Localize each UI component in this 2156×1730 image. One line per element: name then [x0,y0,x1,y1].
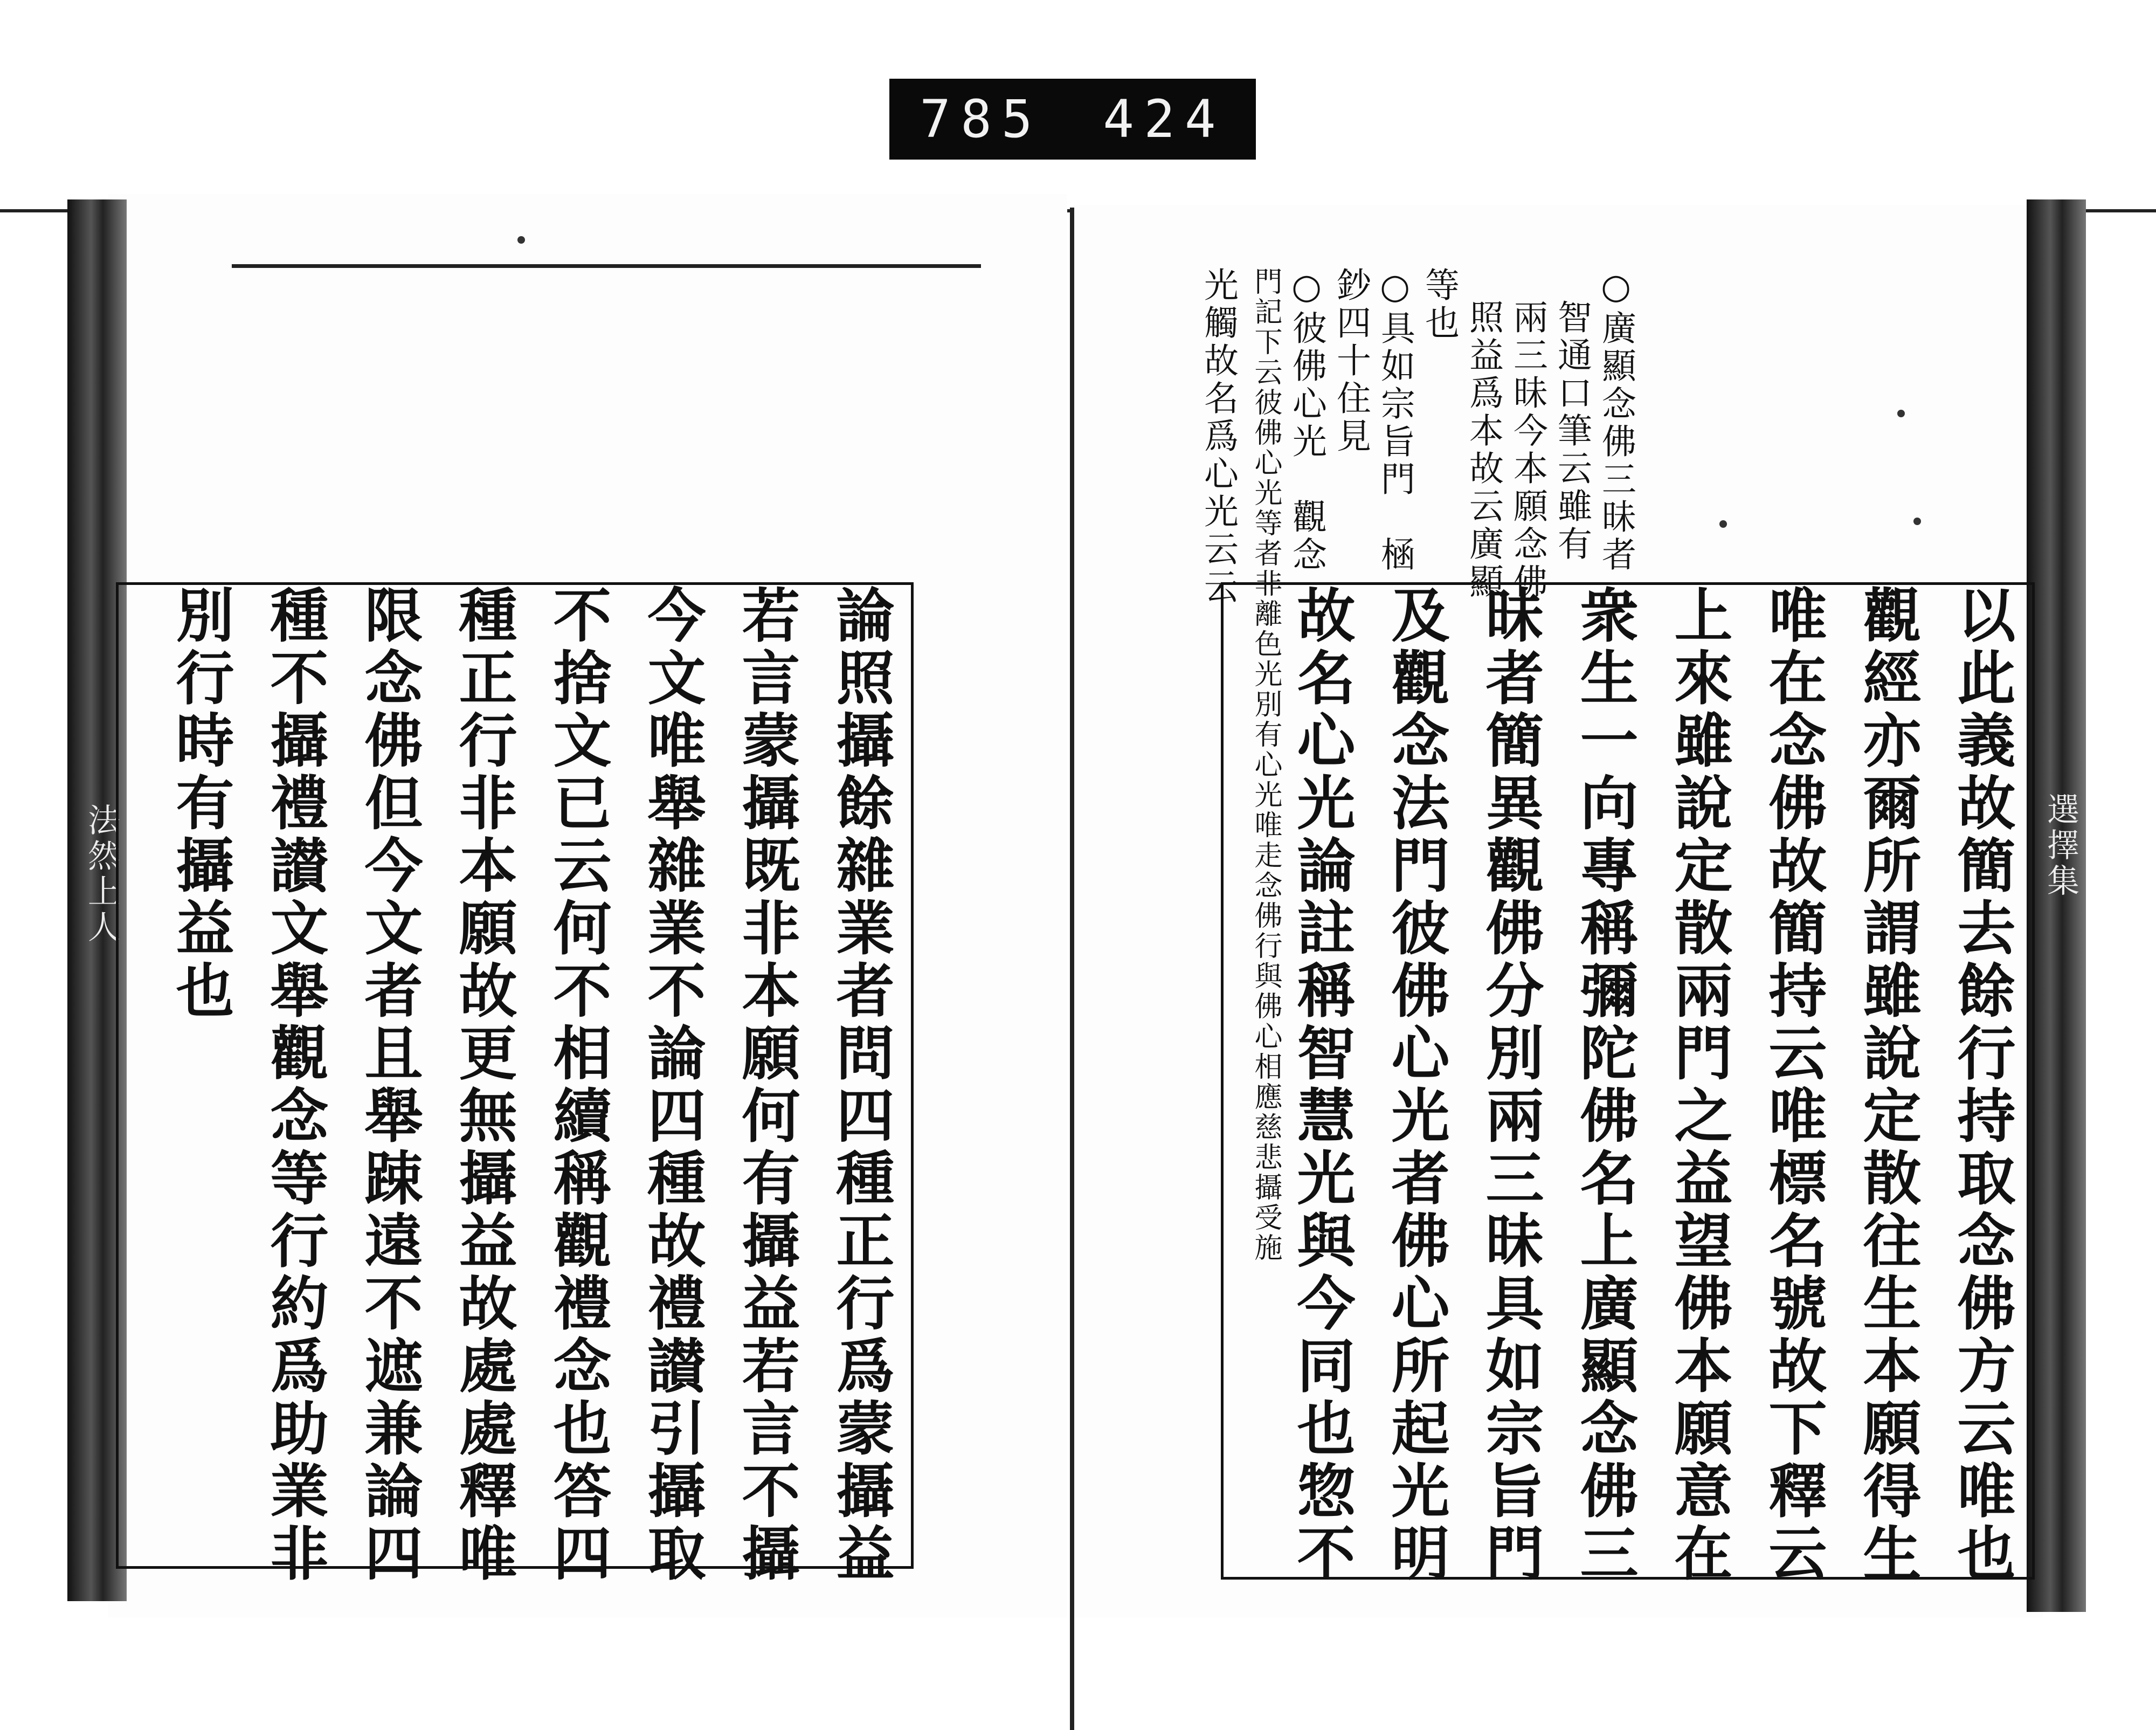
left-text-block [116,582,914,1586]
right-text-block [1221,582,2035,1586]
note-col-3: 兩三昧今本願念佛 [1508,299,1547,601]
note-col-9: 門記下云彼佛心光等者非離色光別有心光唯走念佛行與佛心相應慈悲攝受施 [1249,267,1282,1263]
note-col-5: 等也 [1419,267,1459,342]
note-col-6: ○具如宗旨門 㮀 [1375,267,1415,574]
note-col-4: 照益爲本故云廣顯 [1463,299,1503,601]
left-col-3: 今文唯舉雜業不論四種故禮讃引攝取 [638,585,706,1586]
right-col-4: 上來雖說定散兩門之益望佛本願意在 [1664,585,1732,1586]
note-col-8: ○彼佛心光 觀念 [1287,267,1326,574]
right-col-8: 故名心光論註稱智慧光與今同也惣不 [1287,585,1355,1586]
left-col-6: 限念佛但今文者且舉踈遠不遮兼論四 [355,585,423,1586]
right-col-1: 以此義故簡去餘行持取念佛方云唯也 [1947,585,2015,1586]
left-col-5: 種正行非本願故更無攝益故處處釋唯 [449,585,517,1586]
right-col-7: 及觀念法門彼佛心光者佛心所起光明 [1381,585,1449,1586]
frame-number-label [889,79,1256,160]
right-col-3: 唯在念佛故簡持云唯標名號故下釋云 [1759,585,1827,1586]
note-col-2: 智通口筆云雖有 [1552,299,1592,563]
right-col-5: 衆生一向專稱彌陀佛名上廣顯念佛三 [1570,585,1638,1586]
left-col-4: 不捨文已云何不相續稱觀禮念也答四 [543,585,611,1586]
scan-speck [1897,410,1905,417]
left-col-7: 種不攝禮讃文舉觀念等行約爲助業非 [260,585,328,1586]
note-col-10: 光觸故名爲心光云云 [1198,267,1238,606]
left-col-2: 若言蒙攝既非本願何有攝益若言不攝 [732,585,800,1586]
left-col-8: 別行時有攝益也 [166,585,234,1023]
left-header-rule [232,264,981,268]
right-col-2: 觀經亦爾所謂雖說定散往生本願得生 [1853,585,1921,1586]
scan-speck [517,236,525,244]
left-edge-label: 法然上人 [82,803,120,946]
note-col-1: ○廣顯念佛三昧者 [1596,267,1636,574]
left-col-1: 論照攝餘雜業者問四種正行爲蒙攝益 [826,585,894,1586]
right-col-6: 昧者簡異觀佛分別兩三昧具如宗旨門 [1476,585,1544,1586]
book-gutter [1070,208,1074,1730]
right-book-edge [2027,199,2086,1612]
frame-number-left: 785 [920,89,1042,149]
right-edge-label: 選擇集 [2042,792,2079,899]
scan-speck [1719,520,1727,528]
frame-number-right: 424 [1103,89,1226,149]
scan-speck [1913,518,1921,525]
note-col-7: 鈔四十住見 [1331,267,1371,456]
